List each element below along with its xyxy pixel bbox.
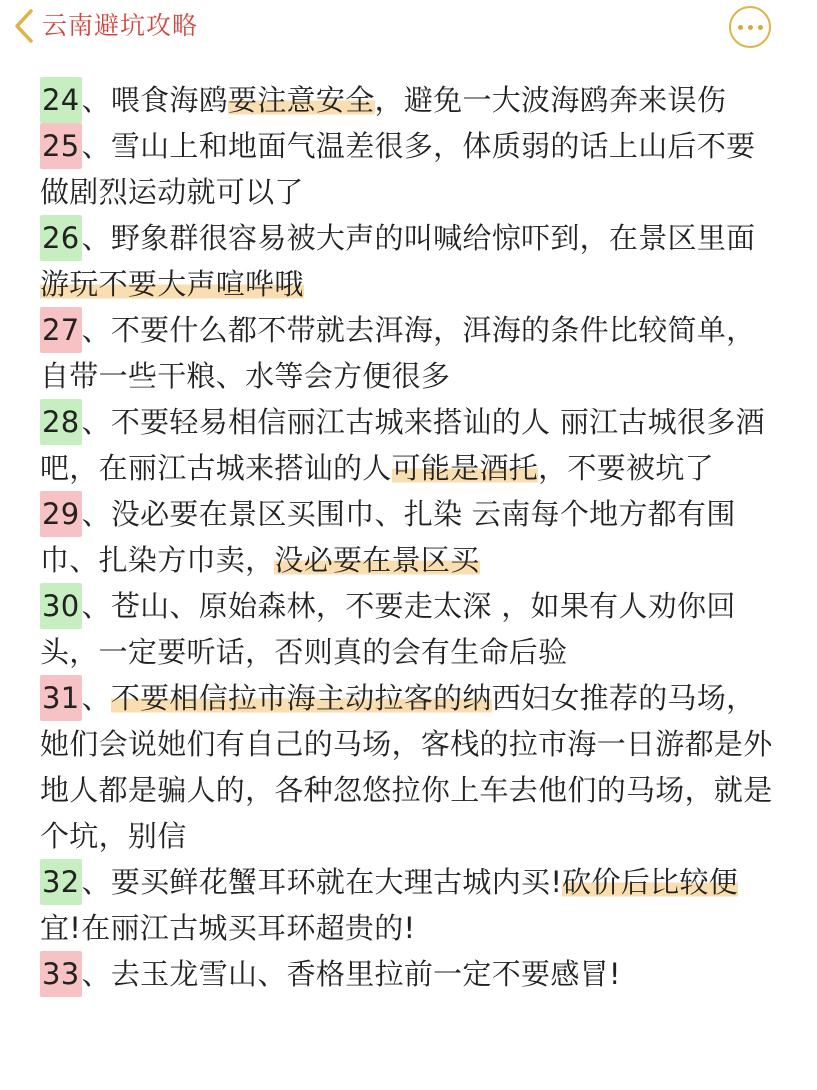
- tip-item: [40, 583, 775, 675]
- tip-item: [40, 123, 775, 215]
- ellipsis-icon: [738, 25, 743, 30]
- tip-item: [40, 307, 775, 399]
- tip-text: 、去玉龙雪山、香格里拉前一定不要感冒!: [81, 957, 621, 991]
- tip-text: 、: [81, 681, 111, 715]
- tip-number-badge: 28: [40, 399, 82, 445]
- highlighted-text: 不要相信拉市海主动拉客的纳: [110, 681, 492, 715]
- tip-number-badge: 26: [40, 215, 82, 261]
- tip-text: ，不要被坑了: [538, 451, 714, 485]
- chevron-left-icon[interactable]: [10, 8, 38, 44]
- ellipsis-icon: [758, 25, 763, 30]
- tip-text: 、不要什么都不带就去洱海，洱海的条件比较简单，自带一些干粮、水等会方便很多: [40, 313, 756, 393]
- tip-item: [40, 859, 775, 951]
- tip-text: 、不要轻易相信丽江古城来搭讪的人 丽江古城很多酒吧，在丽江古城来搭讪的人: [40, 405, 765, 485]
- more-options-button[interactable]: [729, 6, 771, 48]
- tip-number-badge: 29: [40, 491, 82, 537]
- tip-text: 、苍山、原始森林，不要走太深 ，如果有人劝你回头，一定要听话，否则真的会有生命后验: [40, 589, 736, 669]
- tip-item: [40, 215, 775, 307]
- tip-number-badge: 31: [40, 675, 82, 721]
- tip-item: [40, 675, 775, 859]
- tip-item: [40, 491, 775, 583]
- highlighted-text: 要注意安全: [228, 83, 375, 117]
- tips-list: [40, 77, 775, 997]
- tip-text: 、喂食海鸥: [81, 83, 229, 117]
- tip-number-badge: 32: [40, 859, 82, 905]
- tip-item: [40, 77, 775, 123]
- top-bar: [0, 0, 817, 56]
- tip-text: 、要买鲜花蟹耳环就在大理古城内买!: [81, 865, 563, 899]
- tip-number-badge: 25: [40, 123, 82, 169]
- tip-text: 、野象群很容易被大声的叫喊给惊吓到，在景区里面: [81, 221, 756, 255]
- tip-item: [40, 951, 775, 997]
- tip-number-badge: 24: [40, 77, 82, 123]
- tip-text: 西妇女推荐的马场，她们会说她们有自己的马场，客栈的拉市海一日游都是外地人都是骗人的，各种忽悠拉你上车去他们的马场，就是个坑，别信: [40, 681, 773, 853]
- highlighted-text: 没必要在景区买: [274, 543, 480, 577]
- tip-text: 、没必要在景区买围巾、扎染 云南每个地方都有围巾、扎染方巾卖，: [40, 497, 736, 577]
- ellipsis-icon: [748, 25, 753, 30]
- tip-number-badge: 27: [40, 307, 82, 353]
- highlighted-text: 游玩不要大声喧哗哦: [40, 267, 304, 301]
- tip-number-badge: 33: [40, 951, 82, 997]
- tip-text: 宜!在丽江古城买耳环超贵的!: [40, 911, 416, 945]
- tip-number-badge: 30: [40, 583, 82, 629]
- highlighted-text: 砍价后比较便: [562, 865, 739, 899]
- tip-text: ，避免一大波海鸥奔来误伤: [374, 83, 727, 117]
- tip-text: 、雪山上和地面气温差很多，体质弱的话上山后不要做剧烈运动就可以了: [40, 129, 756, 209]
- highlighted-text: 可能是酒托: [391, 451, 539, 485]
- tip-item: [40, 399, 775, 491]
- page-title: 云南避坑攻略: [42, 11, 199, 40]
